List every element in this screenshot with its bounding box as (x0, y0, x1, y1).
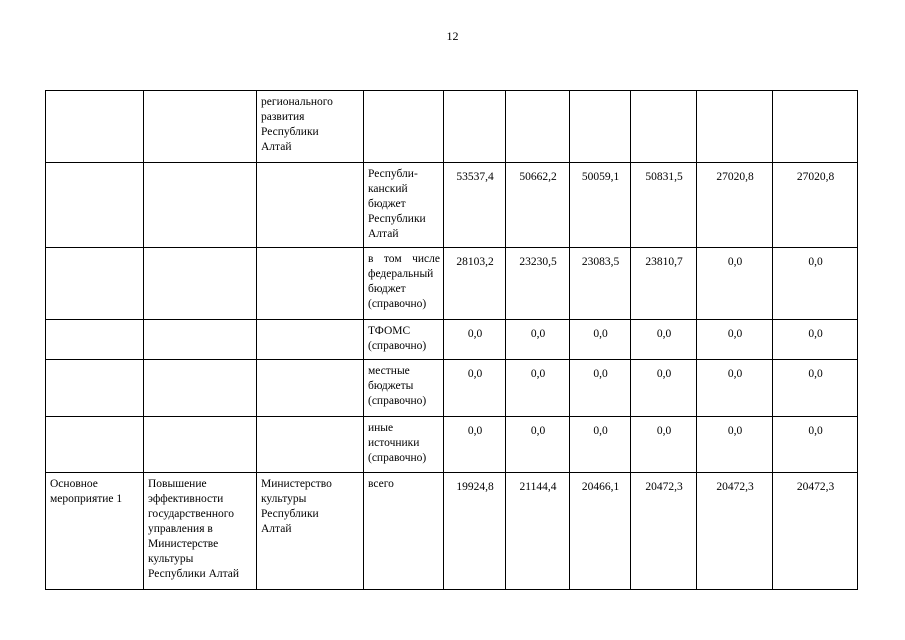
value-cell: 27020,8 (773, 163, 858, 248)
value-cell: 0,0 (697, 360, 773, 417)
value-cell: 0,0 (506, 320, 570, 360)
row-cell (144, 360, 257, 417)
value-cell: 0,0 (773, 360, 858, 417)
value-cell: 0,0 (570, 360, 631, 417)
budget-table (45, 90, 858, 590)
activity-cell: Основное мероприятие 1 (46, 473, 144, 590)
value-cell: 0,0 (506, 417, 570, 473)
value-cell: 23083,5 (570, 248, 631, 320)
row-cell (144, 91, 257, 163)
row-cell (46, 360, 144, 417)
source-cell: иные источники (справочно) (364, 417, 444, 473)
value-cell: 0,0 (773, 248, 858, 320)
value-cell: 20472,3 (697, 473, 773, 590)
value-cell: 0,0 (697, 417, 773, 473)
value-cell: 50831,5 (631, 163, 697, 248)
row-cell (46, 163, 144, 248)
value-cell: 19924,8 (444, 473, 506, 590)
source-cell (364, 248, 444, 320)
row-cell (46, 91, 144, 163)
value-cell: 53537,4 (444, 163, 506, 248)
page-number: 12 (446, 29, 459, 43)
source-cell: Республи- канский бюджет Республики Алтай (364, 163, 444, 248)
table-row (46, 473, 858, 590)
value-cell: 0,0 (444, 360, 506, 417)
value-cell: 20472,3 (631, 473, 697, 590)
value-cell: 0,0 (773, 320, 858, 360)
row-cell (144, 248, 257, 320)
source-cell (364, 91, 444, 163)
row-cell (257, 320, 364, 360)
value-cell: 0,0 (631, 360, 697, 417)
value-cell: 0,0 (631, 320, 697, 360)
value-cell (697, 91, 773, 163)
executor-cell: регионального развития Республики Алтай (257, 91, 364, 163)
value-cell: 0,0 (444, 417, 506, 473)
table-row (46, 163, 858, 248)
value-cell: 0,0 (506, 360, 570, 417)
table-row (46, 91, 858, 163)
value-cell: 27020,8 (697, 163, 773, 248)
value-cell: 23230,5 (506, 248, 570, 320)
value-cell: 21144,4 (506, 473, 570, 590)
source-cell: местные бюджеты (справочно) (364, 360, 444, 417)
row-cell (257, 417, 364, 473)
value-cell: 0,0 (773, 417, 858, 473)
value-cell: 0,0 (444, 320, 506, 360)
value-cell (444, 91, 506, 163)
row-cell (46, 248, 144, 320)
row-cell (257, 248, 364, 320)
value-cell: 20472,3 (773, 473, 858, 590)
value-cell (506, 91, 570, 163)
row-cell (144, 417, 257, 473)
table-row (46, 320, 858, 360)
value-cell: 50059,1 (570, 163, 631, 248)
source-rest: федеральный бюджет (справочно) (368, 268, 434, 310)
table-row (46, 417, 858, 473)
value-cell: 50662,2 (506, 163, 570, 248)
row-cell (144, 320, 257, 360)
source-cell: всего (364, 473, 444, 590)
value-cell (570, 91, 631, 163)
row-cell (144, 163, 257, 248)
executor-cell: Министерство культуры Республики Алтай (257, 473, 364, 590)
value-cell (773, 91, 858, 163)
value-cell: 0,0 (697, 320, 773, 360)
row-cell (257, 163, 364, 248)
table-row (46, 248, 858, 320)
row-cell (257, 360, 364, 417)
activity-name-cell: Повышение эффективности государственного управления в Министерстве культуры Республики Алтай (144, 473, 257, 590)
source-lead: в том числе (368, 253, 440, 265)
value-cell (631, 91, 697, 163)
row-cell (46, 417, 144, 473)
value-cell: 0,0 (697, 248, 773, 320)
table-row (46, 360, 858, 417)
value-cell: 0,0 (570, 320, 631, 360)
value-cell: 20466,1 (570, 473, 631, 590)
value-cell: 0,0 (631, 417, 697, 473)
value-cell: 0,0 (570, 417, 631, 473)
value-cell: 28103,2 (444, 248, 506, 320)
source-cell: ТФОМС (справочно) (364, 320, 444, 360)
value-cell: 23810,7 (631, 248, 697, 320)
row-cell (46, 320, 144, 360)
